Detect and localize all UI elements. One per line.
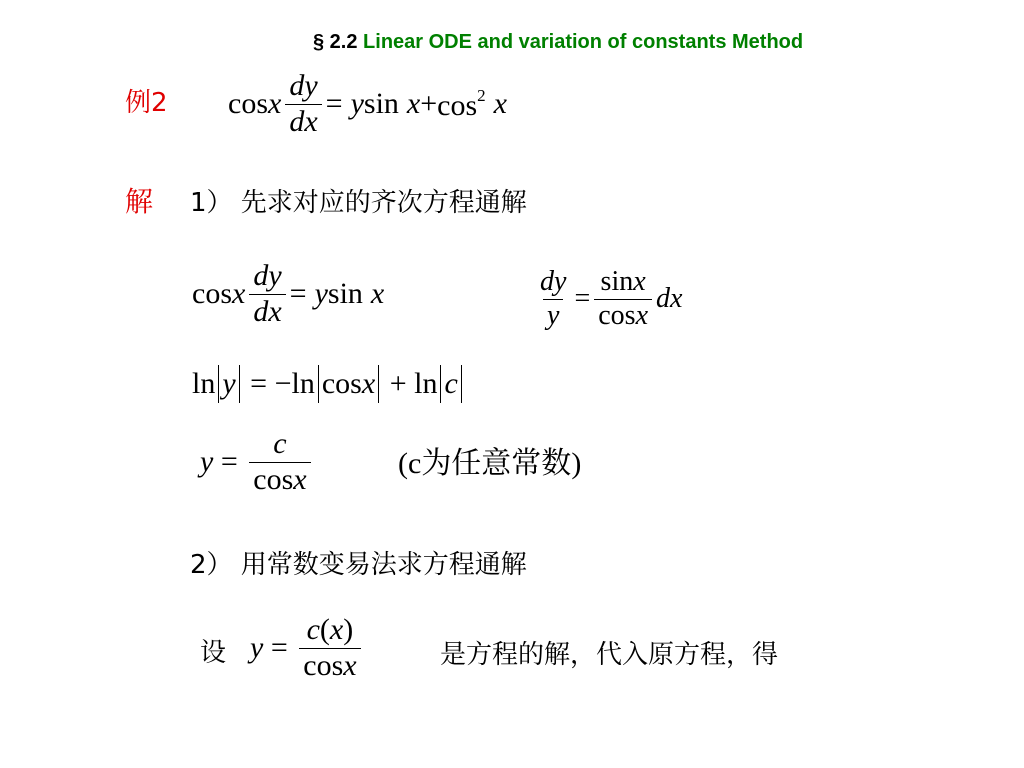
slide-header xyxy=(313,31,803,54)
general-solution: y = $\frac{c}{\cos x}$ xyxy=(200,414,315,510)
separated-equation: $\frac{dy}{y}$ = $\frac{\sin x}{\cos x}$ dx xyxy=(532,254,682,344)
fraction-c-cos: $\frac{c}{\cos x}$ xyxy=(249,427,310,497)
fraction-dy-dx-2: $\frac{dy}{dx}$ xyxy=(249,259,285,329)
log-equation: ln y = −ln cos x + ln c xyxy=(192,362,465,406)
fraction-cx-cos: $\frac{c(x)}{\cos x}$ xyxy=(299,613,360,683)
example-label: 例2 xyxy=(125,88,168,118)
constant-note xyxy=(398,438,581,482)
note-chinese: 为任意常数 xyxy=(421,446,572,481)
fraction-dy-dx: $\frac{dy}{dx}$ xyxy=(285,69,321,139)
variation-equation: y = $\frac{c(x)}{\cos x}$ xyxy=(250,600,365,696)
step-2-text: 2） 用常数变易法求方程通解 xyxy=(190,550,527,580)
slide-title: Linear ODE and variation of constants Method xyxy=(363,31,804,53)
let-prefix: 设 xyxy=(200,638,227,668)
section-number: § 2.2 xyxy=(313,31,358,53)
note-close: ) xyxy=(571,447,582,480)
homogeneous-equation: cos x $\frac{dy}{dx}$ = y sin x xyxy=(192,259,385,328)
let-suffix: 是方程的解，代入原方程，得 xyxy=(440,640,779,670)
note-open: (c xyxy=(398,447,422,480)
main-equation: cos x $\frac{dy}{dx}$ = y sin x + $\cos^2$ x xyxy=(228,69,507,138)
step-1-text: 1） 先求对应的齐次方程通解 xyxy=(190,188,527,218)
fraction-dy-y: $\frac{dy}{y}$ xyxy=(540,266,567,331)
solution-label: 解 xyxy=(125,185,154,218)
fraction-sin-cos: $\frac{\sin x}{\cos x}$ xyxy=(594,266,652,331)
